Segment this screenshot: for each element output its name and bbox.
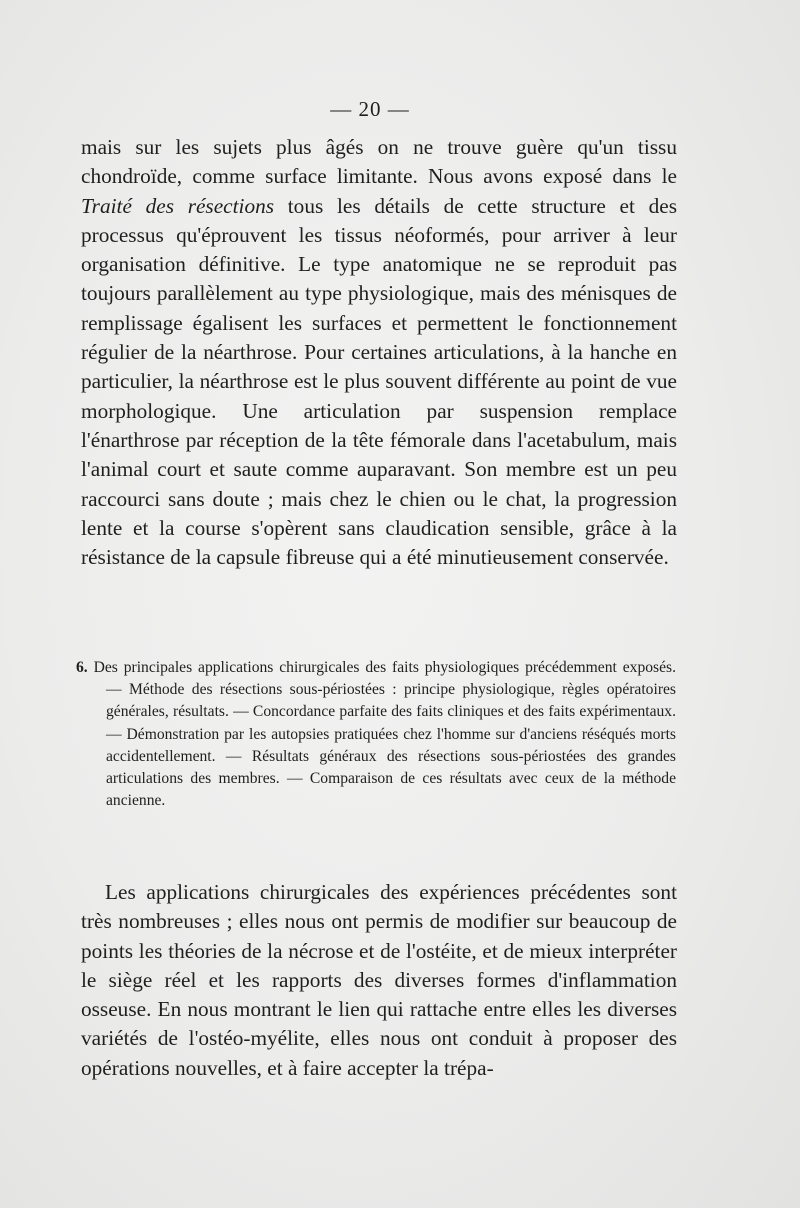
paragraph-1-text-start: mais sur les sujets plus âgés on ne trouve guère qu'un tissu chondroïde, comme surface limitante. Nous avons exposé dans le [81, 135, 677, 189]
paragraph-1-text-end: tous les détails de cette structure et des processus qu'éprouvent les tissus néoformés, pour arriver à leur organisation définitive. Le type anatomique ne se reproduit pas toujours parallèlement au type physiologique, mais des ménisques de remplissage égalisent les surfaces et permettent le fonctionnement régulier de la néarthrose. Pour certaines articulations, à la hanche en particulier, la néarthrose est le plus souvent différente au point de vue morphologique. Une articulation par suspension remplace l'énarthrose par réception de la tête fémorale dans l'acetabulum, mais l'animal court et saute comme auparavant. Son membre est un peu raccourci sans doute ; mais chez le chien ou le chat, la progression lente et la course s'opèrent sans claudication sensible, grâce à la résistance de la capsule fibreuse qui a été minutieusement conservée. [81, 193, 677, 570]
section-summary-text: Des principales applications chirurgicales des faits physiologiques précédemment exposés. — Méthode des résections sous-périostées : principe physiologique, règles opératoires générales, résultats. — Concordance parfaite des faits cliniques et des faits expérimentaux. — Démonstration par les autopsies pratiquées chez l'homme sur d'anciens réséqués morts accidentellement. — Résultats généraux des résections sous-périostées des grandes articulations des membres. — Comparaison de ces résultats avec ceux de la méthode ancienne. [93, 659, 677, 810]
section-number: 6. [76, 659, 88, 676]
body-paragraph-2: Les applications chirurgicales des expériences précédentes sont très nombreuses ; elles nous ont permis de modifier sur beaucoup de points les théories de la nécrose et de l'ostéite, et de mieux interpréter le siège réel et les rapports des diverses formes d'inflammation osseuse. En nous montrant le lien qui rattache entre elles les diverses variétés de l'ostéo-myélite, elles nous ont conduit à proposer des opérations nouvelles, et à faire accepter la trépa- [81, 880, 677, 1080]
section-summary-body [76, 657, 676, 812]
page-number: — 20 — [330, 97, 410, 121]
book-title-emphasis: Traité des résections [81, 193, 275, 218]
body-paragraph-1 [81, 133, 677, 572]
section-summary [76, 657, 676, 812]
